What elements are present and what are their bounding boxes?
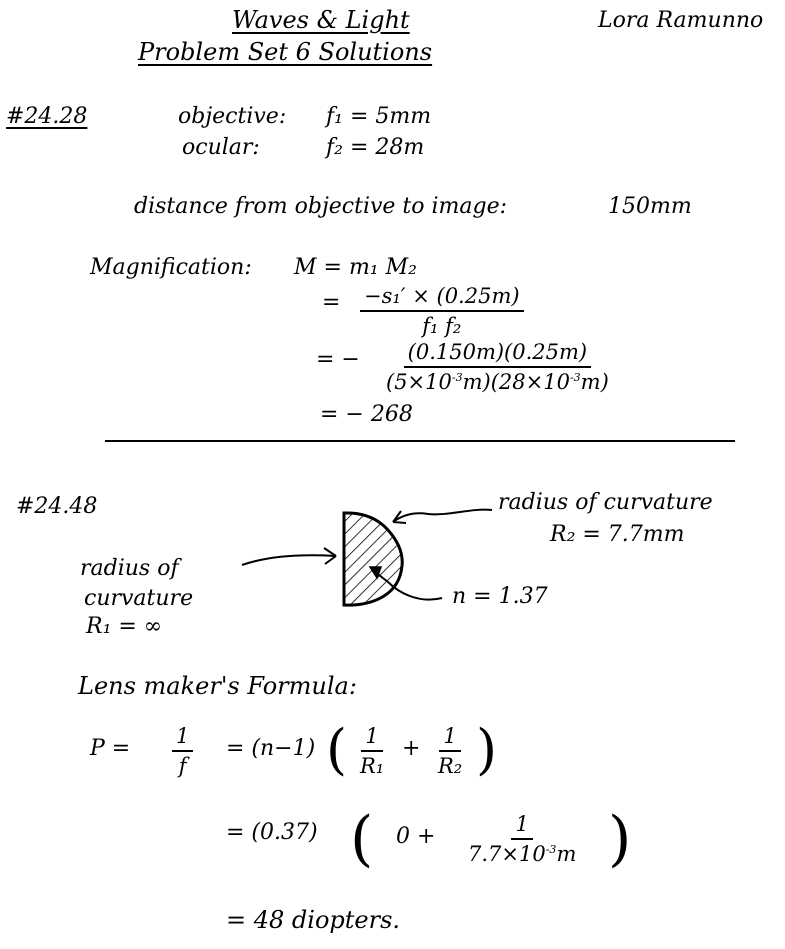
magnification-line1: M = m₁ M₂ [294, 255, 417, 280]
open-paren-1: ( [326, 718, 348, 781]
one-over-f-num: 1 [172, 724, 193, 752]
problem-number-1: #24.28 [6, 104, 88, 129]
one-over-r2-value [464, 812, 580, 866]
page-title: Waves & Light [232, 6, 410, 34]
distance-line: distance from objective to image: [134, 194, 508, 219]
eq3-numerator: (0.150m)(0.25m) [404, 340, 591, 368]
one-over-r2 [434, 724, 466, 778]
refractive-index: n = 1.37 [452, 584, 548, 609]
magnification-result: = − 268 [320, 402, 413, 427]
ocular-value: f₂ = 28m [326, 135, 425, 160]
problem-number-2: #24.48 [16, 494, 98, 519]
zero-plus: 0 + [396, 824, 436, 849]
eq3-denominator: $(5\times 10^{-3}m)(28\times 10^{-3}m)$ [386, 370, 609, 394]
plano-convex-lens [344, 513, 402, 605]
r2-value: R₂ = 7.7mm [550, 522, 685, 547]
one-over-r1-den: R₁ [360, 754, 385, 778]
one-over-r2-value-num: 1 [511, 812, 532, 840]
eq2-coefficient: = (0.37) [226, 820, 318, 845]
power-symbol: P = [90, 736, 131, 761]
r2-label: radius of curvature [498, 490, 713, 515]
objective-value: f₁ = 5mm [326, 104, 432, 129]
one-over-r2-den: R₂ [438, 754, 463, 778]
r1-value: R₁ = ∞ [86, 614, 163, 639]
one-over-r1-num: 1 [361, 724, 382, 752]
final-result: = 48 diopters. [226, 906, 401, 934]
r1-label-line2: curvature [84, 586, 194, 611]
formula-title: Lens maker's Formula: [78, 672, 357, 700]
one-over-f-den: f [178, 754, 187, 778]
one-over-r2-value-den: $7.7\times 10^{-3}m$ [468, 842, 577, 866]
one-over-f [172, 724, 193, 778]
close-paren-1: ) [476, 718, 498, 781]
close-paren-2: ) [608, 804, 632, 874]
ocular-label: ocular: [182, 135, 260, 160]
page-subtitle: Problem Set 6 Solutions [138, 38, 433, 66]
r1-label-line1: radius of [80, 556, 179, 581]
eq2-numerator: −s₁′ × (0.25m) [360, 284, 524, 312]
arrow-r1 [242, 555, 336, 565]
author-name: Lora Ramunno [598, 8, 764, 33]
distance-value: 150mm [608, 194, 692, 219]
arrow-r2 [393, 510, 492, 522]
eq2-denominator: f₁ f₂ [422, 314, 462, 338]
one-over-r1 [356, 724, 388, 778]
n-minus-one: = (n−1) [226, 736, 316, 761]
open-paren-2: ( [350, 804, 374, 874]
magnification-label: Magnification: [90, 255, 252, 280]
objective-label: objective: [178, 104, 287, 129]
eq2-prefix: = [322, 290, 341, 315]
plus-sign: + [402, 736, 421, 761]
one-over-r2-num: 1 [439, 724, 460, 752]
eq3-prefix: = − [316, 347, 360, 372]
